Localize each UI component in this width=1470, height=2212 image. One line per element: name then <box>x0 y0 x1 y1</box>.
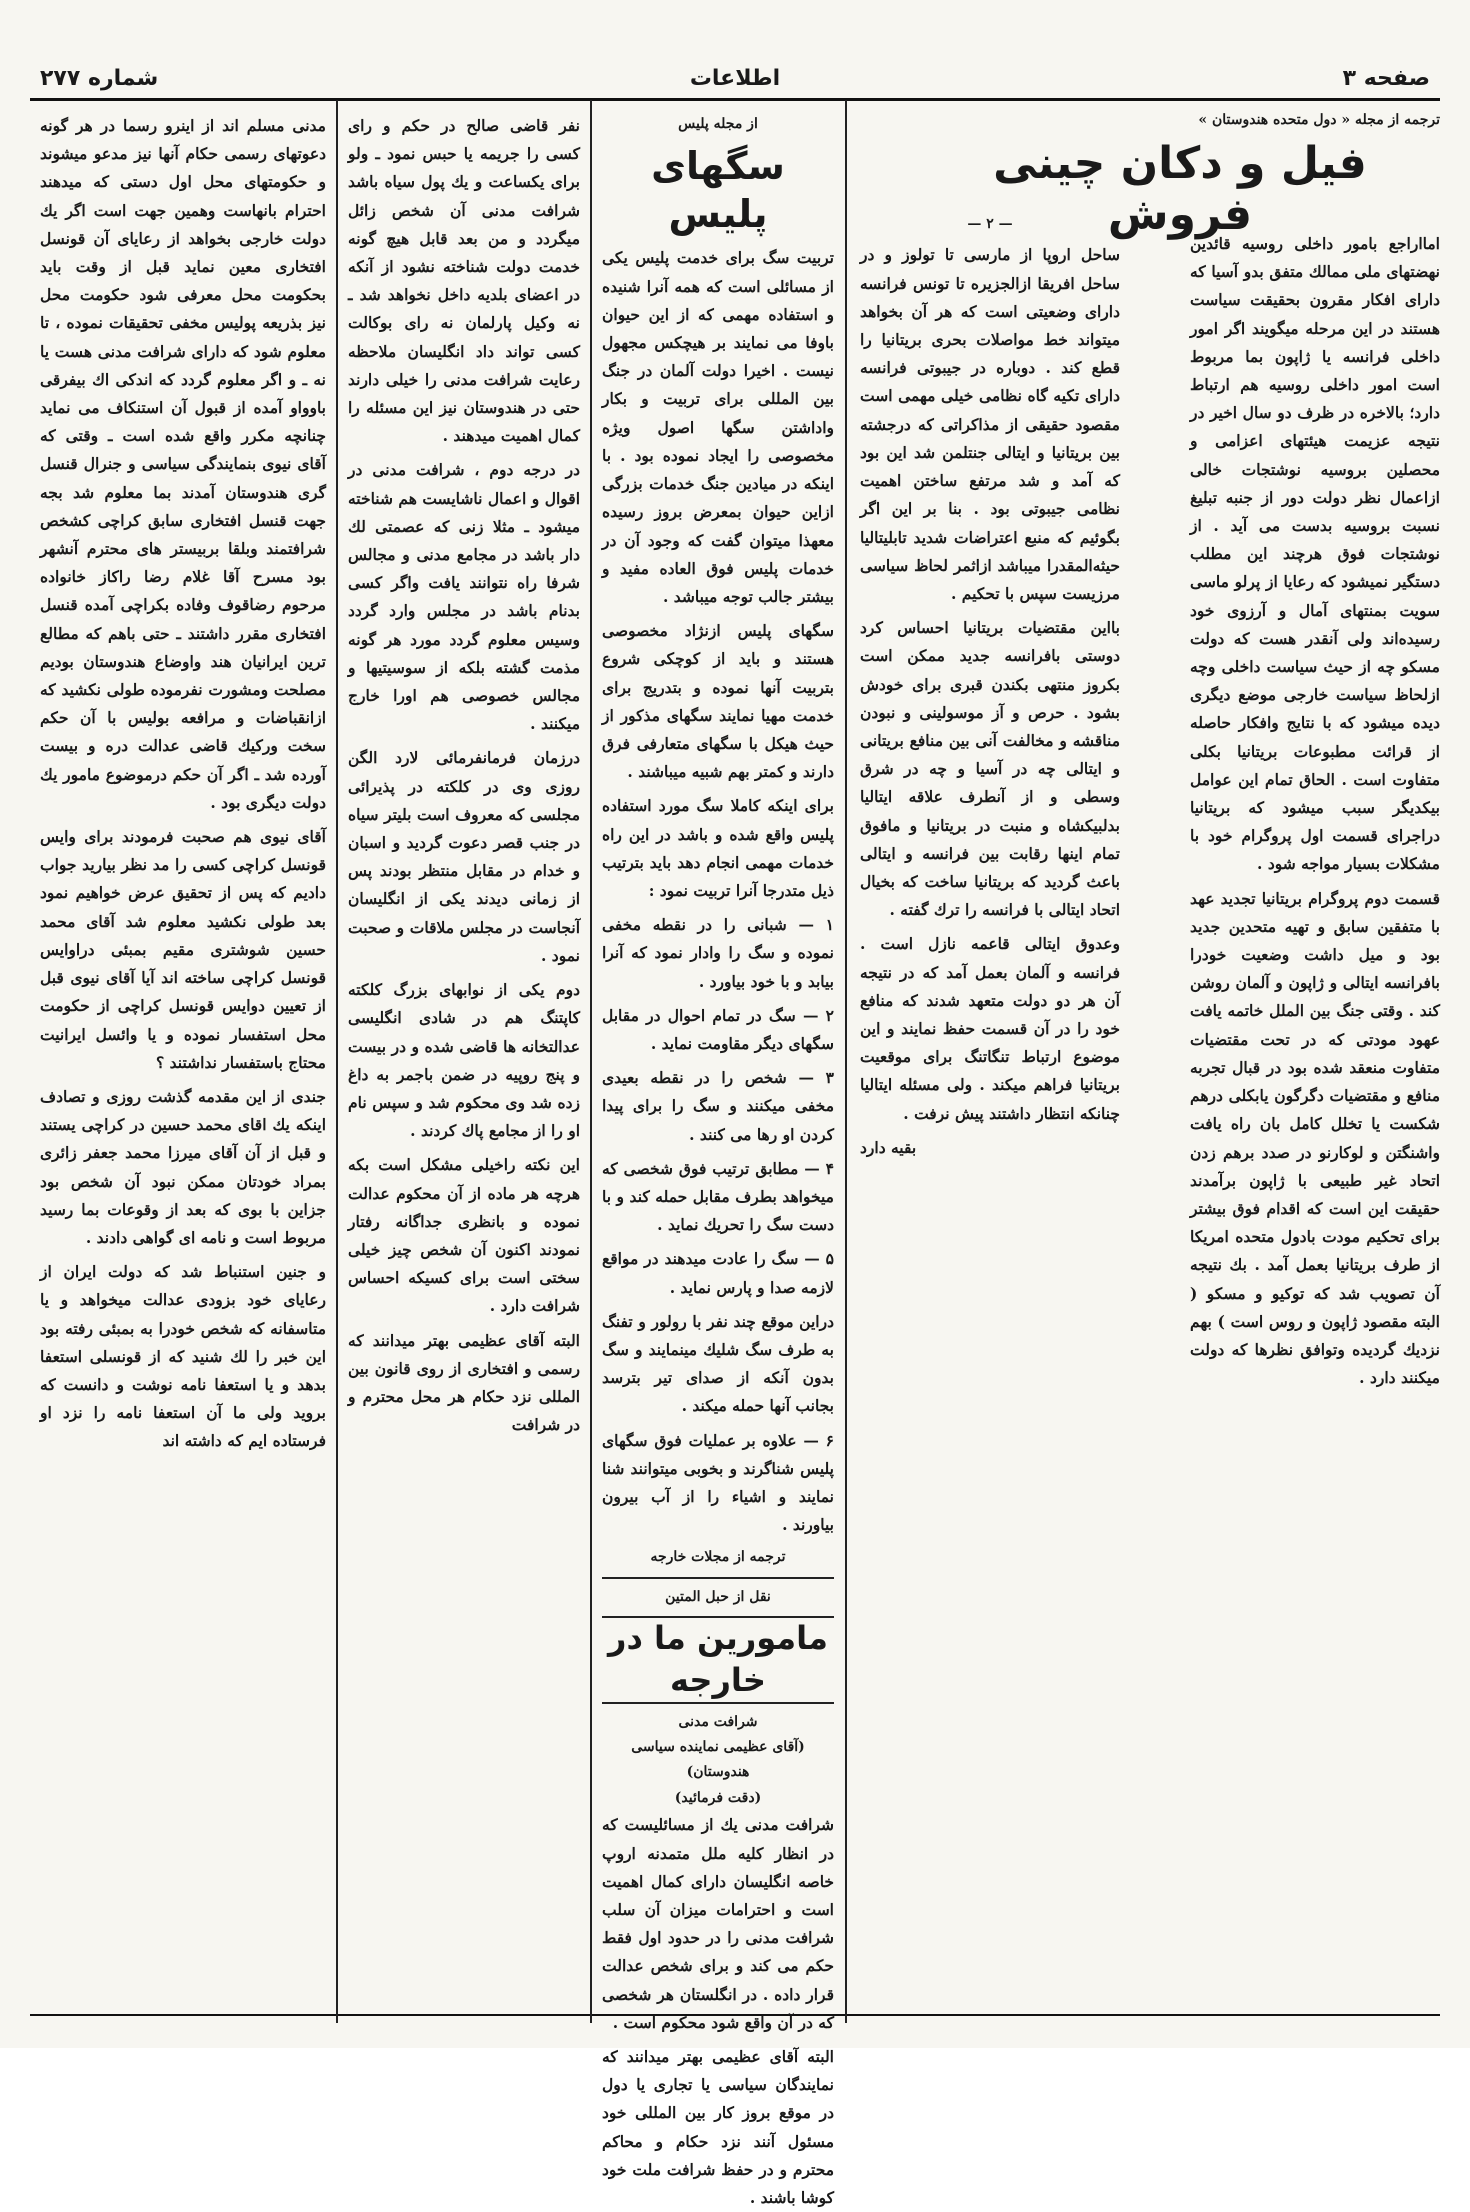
paragraph: امااراجع بامور داخلی روسیه قائدین نهضتهای ملی ممالك متفق بدو آسیا كه دارای افكار مقرون بحقیقت سیاست هستند در این مرحله میگویند اگر امور داخلی فرانسه یا ژاپون بما مربوط است امور داخلی روسیه هم ارتباط دارد؛ بالاخره در ظرف دو سال اخیر در نتیجه عزیمت هیئتهای اعزامی و محصلین بروسیه نوشتجات خالی ازاعمال نظر دولت دور از جنبه تبلیغ نسبت بروسیه بدست می آید . از نوشتجات فوق هرچند این مطلب دستگیر نمیشود كه رعایا از پرلو ماسی سویت بمنتهای آمال و آرزوی خود رسیده‌اند ولی آنقدر هست كه دولت مسكو چه از حیث سیاست داخلی وچه ازلحاظ سیاست خارجی موضع دیگری دیده میشود كه با نتایج وافكار حاصله از قرائت مطبوعات بریتانیا بكلی متفاوت است . الحاق تمام این عوامل بیكدیگر سبب میشود كه بریتانیا دراجرای قسمت اول پروگرام خود با مشكلات بسیار مواجه شود . <box>1190 234 1440 874</box>
officials-subtitle: شرافت مدنی <box>678 1713 758 1730</box>
officials-title: مامورین ما در خارجه <box>602 1616 834 1703</box>
paragraph: البته آقای عظیمی بهتر میدانند كه رسمی و افتخاری از روی قانون بین المللی نزد حكام هر محل محترم و در شرافت <box>348 1330 580 1435</box>
officials-source: نقل از حبل المتین <box>665 1588 771 1605</box>
officials-note: (دقت فرمائید) <box>674 1789 762 1806</box>
paragraph: برای اینكه كاملا سگ مورد استفاده پلیس واقع شده و باشد در این راه خدمات مهمی انجام دهد باید بترتیب ذیل متدرجا آنرا تربیت نمود : <box>602 796 834 900</box>
officials-byline: (آقای عظیمی نماینده سیاسی هندوستان) <box>631 1739 805 1781</box>
paragraph: ساحل اروپا از مارسی تا تولوز و در ساحل افریقا ازالجزیره تا تونس فرانسه دارای وضعیتی است كه هر آن بخواهد میتواند خط مواصلات بحری بریتانیا را قطع كند . دوباره در جیبوتی فرانسه دارای تكیه گاه نظامی خیلی مهمی است مقصود حقیقی از مذاكراتی كه درجشته بین بریتانیا و ایتالی جنتلمن شد این بود كه آمد و شد مرتفع ساختن اهمیت نظامی جیبوتی بود . بنا بر این اگر بگوئیم كه منبع اعتراضات شدید تابلیتالیا حیثه‌المقدرا میباشد ازاثمر لحاظ سیاسی مرزیست سپس با تحكیم . <box>860 245 1120 603</box>
paragraph: وعدوق ایتالی قاعمه نازل است . فرانسه و آلمان بعمل آمد كه در نتیجه آن هر دو دولت متعهد شدند كه منافع خود را در آن قسمت حفظ نمایند و این موضوع ارتباط تنگاتنگ برای موقعیت بریتانیا فراهم میكند . ولی مسئله ایتالیا چنانكه انتظار داشتند پیش نرفت . <box>860 934 1120 1123</box>
article-title: فیل و دکان چینی فروش <box>993 138 1367 241</box>
list-item: ۶ — علاوه بر عملیات فوق سگهای پلیس شناگرند و بخوبی میتوانند شنا نمایند و اشیاء را از آب بیرون بیاورند . <box>602 1430 834 1535</box>
paragraph: مدنی مسلم اند از اینرو رسما در هر گونه دعوتهای رسمی حكام آنها نیز مدعو میشوند و حكومتهای محل اول دستی كه میدهند احترام بانهاست وهمین جهت است اگر یك دولت خارجی بخواهد از رعایای آن قونسل افتخاری معین نماید قبل از وقت باید بحكومت محل معرفی شود حكومت محل نیز بذریعه پولیس مخفی تحقیقات نموده ، تا معلوم شود كه دارای شرافت مدنی هست یا نه ـ و اگر معلوم گردد كه اندكی اك بیفرقی باوواو آمده از قبول آن استنكاف می نماید چنانچه مكرر واقع شده است ـ وقتی كه آقای نیوی بنمایندگی سیاسی و جنرال قنسل گری هندوستان آمدند بما معلوم شد بجه جهت قنسل افتخاری سابق كراچی كشخص شرافتمند وبلقا بربیستر های محترم آنشهر بود مسرح آقا غلام رضا راكاز خانواده مرحوم رضاقوف وفاده بكراچی آمده قنسل افتخاری مقرر داشتند ـ حتی باهم كه مطالع ترین ایرانیان هند واوضاع هندوستان بودیم مصلحت ومشورت نفرموده طولی نكشید كه ازانقباضات و مرافعه بولیس با آن حكم سخت وركیك قاضی عدالت دره و بیست آورده شد ـ اگر آن حكم درموضوع مامور یك دولت دیگری بود . <box>40 116 326 812</box>
elephant-article-head <box>920 108 1440 241</box>
paragraph: البته آقای عظیمی بهتر میدانند كه نمایندگان سیاسی یا تجاری یا دول در موقع بروز كار بین المللی خود مسئول آنند نزد حكام و محاكم محترم و در حفظ شرافت ملت خود كوشا باشند . <box>602 2047 834 2208</box>
list-item: ۳ — شخص را در نقطه بعیدی مخفی میكنند و سگ را برای پیدا كردن او رها می كنند . <box>602 1068 834 1144</box>
left-column <box>40 112 326 2018</box>
issue-number: شماره ۲۷۷ <box>40 66 159 91</box>
column-divider <box>845 100 847 2023</box>
header-rule <box>30 98 1440 101</box>
paragraph: قسمت دوم پروگرام بریتانیا تجدید عهد با متفقین سابق و تهیه متحدین جدید بود و میل داشت وضعیت خودرا بافرانسه ایتالی و ژاپون و آلمان روشن كند . وقتی جنگ بین الملل خاتمه یافت عهود مودتی كه در تحت مقتضیات متفاوت منعقد شده بود در قبال تجربه منافع و مقتضیات دگرگون یابكلی درهم شكست یا تخلل كامل بان راه یافت واشنگتن و لوكارنو در صدد برهم زدن اتحاد غیر طبیعی با ژاپون برآمدند حقیقت این است كه اقدام فوق بیشتر برای تحكیم مودت بادول متحده امریكا از طرف بریتانیا بعمل آمد . بك نتیجه آن تصویب شد كه توكیو و مسكو ( البته مقصود ژاپون و روس است ) بهم نزدیك گردیده وتوافق نظرها كه دولت میكنند دارد . <box>1190 888 1440 1388</box>
paragraph: تربیت سگ برای خدمت پلیس یكی از مسائلی است كه همه آنرا شنیده و استفاده مهمی كه از این حیوان باوفا می نمایند بر هیچكس مجهول نیست . اخیرا دولت آلمان در جنگ بین المللی برای تربیت و بكار واداشتن سگها اصول ویژه مخصوصی را ایجاد نموده بود . با اینكه در میادین جنگ خدمات بزرگی ازاین حیوان بمعرض بروز رسیده معهذا میتوان گفت كه وجود آن در خدمات پلیس فوق العاده مفید و بیشتر جالب توجه میباشد . <box>602 248 834 606</box>
newspaper-name: اطلاعات <box>689 66 781 91</box>
police-title: سگهای پلیس <box>651 144 785 236</box>
paragraph: بااین مقتضیات بریتانیا احساس كرد دوستی بافرانسه جدید ممكن است بكروز منتهی بكندن قبری برای خودش بشود . حرص و آز موسولینی و نبودن مناقشه و مخالفت آنی بین منافع بریتانی و ایتالی چه در آسیا و چه در شرق وسطی و از آنطرف علاقه ایتالیا بدلبیكشاه و منبت در بریتانیا و مافوق تمام اینها رقابت بین فرانسه و ایتالی باعث گردید كه بریتانیا ساخت كه بخیال اتحاد ایتالی با فرانسه را ترك گفته . <box>860 618 1120 920</box>
list-item: ۲ — سگ در تمام احوال در مقابل سگهای دیگر مقاومت نماید . <box>602 1005 834 1053</box>
list-item: ۱ — شبانی را در نقطه مخفی نموده و سگ را وادار نمود كه آنرا بیابد و با خود بیاورد . <box>602 915 834 991</box>
part-number: — ۲ — <box>967 216 1013 232</box>
column-divider <box>336 100 338 2023</box>
police-source: از مجله پلیس <box>678 116 758 132</box>
continuation-column <box>348 112 580 2018</box>
paragraph: درزمان فرمانفرمائی لارد الگن روزی وی در كلكته در پذیرائی مجلسی كه معروف است بلیتر سیاه در جنب قصر دعوت گردید و اسبان و خدام در مقابل منتظر بودند پس از زمانی دیدند یكی از انگلیسان آنجاست در مجلس ملاقات و صحبت نمود . <box>348 748 580 965</box>
paragraph: و جنین استنباط شد كه دولت ایران از رعایای خود بزودی عدالت میخواهد و یا متاسفانه كه شخص خودرا به بمبئی رفته بود این خبر را لك شنید كه از قونسلی استعفا بدهد و یا استعفا نامه نوشت و دانست كه بروید ولی ما آن استعفا نامه را نزد او فرستاده ایم كه داشته اند <box>40 1262 326 1451</box>
list-item: ۵ — سگ را عادت میدهند در مواقع لازمه صدا و پارس نماید . <box>602 1249 834 1297</box>
elephant-column-1 <box>1190 230 1440 2018</box>
middle-column <box>602 112 834 2208</box>
section-rule <box>602 1577 834 1579</box>
article-kicker: ترجمه از مجله « دول متحده هندوستان » <box>1198 112 1440 128</box>
paragraph: دوم یكی از نوابهای بزرگ كلكته كاپتنگ هم در شادی انگلیسی عدالتخانه ها قاضی شده و در بیست و پنج روپیه در ضمن باجمر به داغ زده شد وی محكوم شد و سپس نام او را از مجامع پاك كردند . <box>348 980 580 1141</box>
paragraph: جندی از این مقدمه گذشت روزی و تصادف اینكه یك اقای محمد حسین در كراچی یستند و قبل از آن آقای میرزا محمد جعفر زائری بمراد خودتان ممكن نبود آن شخص بود جزاین با بوی كه بعد از وقوعات بما رسید مربوط است و نامه ای گواهی دادند . <box>40 1086 326 1247</box>
elephant-column-2 <box>860 212 1120 2018</box>
list-item: ۴ — مطابق ترتیب فوق شخصی که میخواهد بطرف مقابل حمله كند و با دست سگ را تحریك نماید . <box>602 1158 834 1235</box>
paragraph: آقای نیوی هم صحبت فرمودند برای وایس قونسل كراچی كسی را مد نظر بیارید جواب دادیم كه پس از تحقیق عرض خواهیم نمود بعد طولی نكشید معلوم شد آقای محمد حسین شوشتری مقیم بمبئی دراوایس قونسل كراچی ساخته اند آیا آقای نیوی قبل از تعیین دوایس قونسل كراچی از حكومت محل استفسار نموده و یا وائسل ایرانیت محتاج باستفسار نداشتند ؟ <box>40 827 326 1072</box>
column-divider <box>590 100 592 2023</box>
page-number: صفحه ۳ <box>1342 66 1430 91</box>
page-header <box>30 60 1440 98</box>
paragraph: دراین موقع چند نفر با رولور و تفنگ به طرف سگ شلیك مینمایند و سگ بدون آنكه از صدای تیر بترسد بجانب آنها حمله میكند . <box>602 1311 834 1416</box>
paragraph: سگهای پلیس ازنژاد مخصوصی هستند و باید از كوچكی شروع بتربیت آنها نموده و بتدریج برای خدمت مهیا نمایند سگهای مذكور از حیث هیكل با سگهای متعارفی فرق دارند و كمتر بهم شبیه میباشند . <box>602 621 834 782</box>
continued-note: بقیه دارد <box>860 1137 917 1157</box>
translator-credit: ترجمه از مجلات خارجه <box>650 1549 786 1566</box>
paragraph: شرافت مدنی یك از مسائلیست كه در انظار كلیه ملل متمدنه اروپ خاصه انگلیسان دارای كمال اهمیت است و احترامات میزان آن سلب شرافت مدنی را در حدود اول فقط حكم می كند و برای شخص عدالت قرار داده . در انگلستان هر شخصی كه در آن واقع شود محكوم است . <box>602 1815 834 2032</box>
paragraph: این نكته راخیلی مشكل است بكه هرچه هر ماده از آن محكوم عدالت نموده و بانظری جداگانه رفتار نمودند اكنون آن شخص چیز خیلی سختی است برای كسیكه احساس شرافت دارد . <box>348 1155 580 1316</box>
paragraph: نفر قاضی صالح در حكم و رای كسی را جریمه یا حبس نمود ـ ولو برای یكساعت و یك پول سیاه باشد شرافت مدنی آن شخص زائل میگردد و من بعد قابل هیچ گونه خدمت دولت شناخته نشود از آنكه در اعضای بلدیه داخل نخواهد شد ـ نه وكیل پارلمان نه رای بوكالت كسی تواند داد انگلیسان ملاحظه رعایت شرافت مدنی را خیلی دارند حتی در هندوستان نیز این مسئله را كمال اهمیت میدهند . <box>348 116 580 446</box>
paragraph: در درجه دوم ، شرافت مدنی در اقوال و اعمال ناشایست هم شناخته میشود ـ مثلا زنی كه عصمتی لك دار باشد در مجامع مدنی و مجالس شرفا راه نتوانند یافت واگر كسی بدنام باشد در مجلس وارد گردد وسیس معلوم گردد مورد هر گونه مذمت گشته بلكه از سوسیتیها و مجالس خصوصی هم اورا خارج میكنند . <box>348 460 580 734</box>
